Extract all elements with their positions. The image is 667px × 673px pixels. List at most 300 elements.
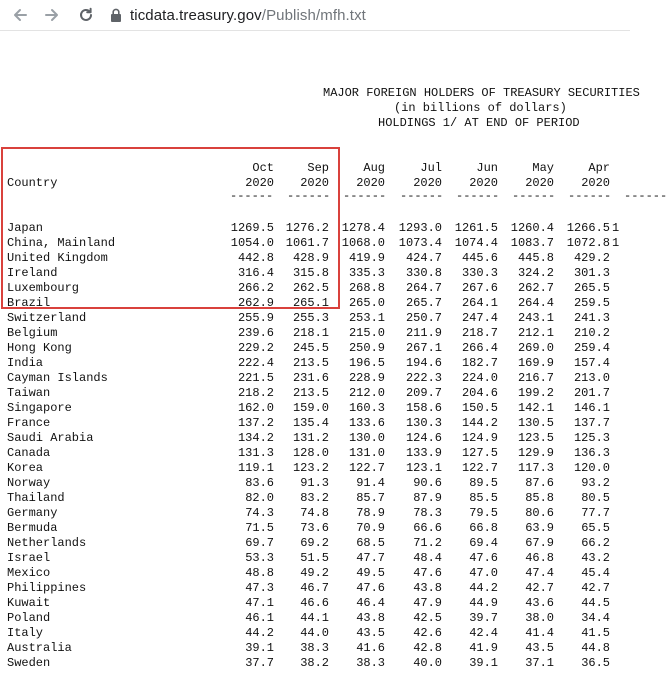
country-name: Philippines [7, 581, 87, 595]
table-row [0, 371, 630, 386]
holding-value: 264.7 [405, 281, 442, 295]
holding-value: 216.7 [517, 371, 554, 385]
holding-value: 133.6 [348, 416, 385, 430]
month-header: Apr [588, 161, 610, 175]
holding-value: 253.1 [348, 311, 385, 325]
clipped-value: 1 [612, 236, 620, 250]
holding-value: 419.9 [348, 251, 385, 265]
holding-value: 133.9 [405, 446, 442, 460]
holding-value: 134.2 [237, 431, 274, 445]
year-header: 2020 [300, 176, 329, 190]
holding-value: 265.7 [405, 296, 442, 310]
holding-value: 330.8 [405, 266, 442, 280]
holding-value: 269.0 [517, 341, 554, 355]
holding-value: 229.2 [237, 341, 274, 355]
year-header: 2020 [469, 176, 498, 190]
holding-value: 131.2 [292, 431, 329, 445]
holding-value: 218.2 [237, 386, 274, 400]
reload-icon[interactable] [74, 3, 98, 27]
forward-arrow-icon[interactable] [40, 3, 64, 27]
holding-value: 73.6 [300, 521, 329, 535]
clipped-value: 1 [612, 221, 620, 235]
holding-value: 135.4 [292, 416, 329, 430]
holding-value: 41.4 [525, 626, 554, 640]
holding-value: 48.8 [245, 566, 274, 580]
holding-value: 264.4 [517, 296, 554, 310]
table-row [0, 326, 630, 341]
table-row [0, 446, 630, 461]
holding-value: 87.6 [525, 476, 554, 490]
holding-value: 201.7 [573, 386, 610, 400]
report-title: MAJOR FOREIGN HOLDERS OF TREASURY SECURITIES [323, 86, 640, 100]
holding-value: 47.9 [413, 596, 442, 610]
holding-value: 47.1 [245, 596, 274, 610]
holding-value: 125.3 [573, 431, 610, 445]
country-name: Sweden [7, 656, 51, 670]
holding-value: 264.1 [461, 296, 498, 310]
table-row [0, 281, 630, 296]
table-row [0, 476, 630, 491]
holding-value: 83.6 [245, 476, 274, 490]
country-name: Bermuda [7, 521, 58, 535]
holding-value: 136.3 [573, 446, 610, 460]
holding-value: 128.0 [292, 446, 329, 460]
holding-value: 85.5 [469, 491, 498, 505]
holding-value: 67.9 [525, 536, 554, 550]
country-name: Saudi Arabia [7, 431, 94, 445]
holding-value: 38.2 [300, 656, 329, 670]
table-row [0, 236, 630, 251]
holding-value: 78.9 [356, 506, 385, 520]
country-name: India [7, 356, 44, 370]
holding-value: 119.1 [237, 461, 274, 475]
country-name: Cayman Islands [7, 371, 108, 385]
holding-value: 43.5 [356, 626, 385, 640]
holding-value: 69.7 [245, 536, 274, 550]
country-name: Norway [7, 476, 51, 490]
month-header: Sep [307, 161, 329, 175]
holding-value: 44.2 [245, 626, 274, 640]
table-row [0, 656, 630, 671]
country-name: Korea [7, 461, 44, 475]
holding-value: 83.2 [300, 491, 329, 505]
holding-value: 47.0 [469, 566, 498, 580]
header-underline: ------ [343, 189, 387, 203]
holding-value: 49.5 [356, 566, 385, 580]
holding-value: 42.7 [525, 581, 554, 595]
holding-value: 87.9 [413, 491, 442, 505]
header-underline: ------ [568, 189, 612, 203]
holding-value: 129.9 [517, 446, 554, 460]
holding-value: 80.6 [525, 506, 554, 520]
table-row [0, 506, 630, 521]
holding-value: 63.9 [525, 521, 554, 535]
holding-value: 90.6 [413, 476, 442, 490]
holding-value: 41.9 [469, 641, 498, 655]
table-row [0, 296, 630, 311]
holding-value: 158.6 [405, 401, 442, 415]
country-name: France [7, 416, 51, 430]
holding-value: 47.6 [469, 551, 498, 565]
holding-value: 46.4 [356, 596, 385, 610]
country-name: Brazil [7, 296, 51, 310]
holding-value: 213.5 [292, 356, 329, 370]
holding-value: 71.5 [245, 521, 274, 535]
holding-value: 120.0 [573, 461, 610, 475]
country-name: Singapore [7, 401, 72, 415]
holding-value: 255.9 [237, 311, 274, 325]
holding-value: 130.5 [517, 416, 554, 430]
holding-value: 182.7 [461, 356, 498, 370]
holding-value: 265.0 [348, 296, 385, 310]
holding-value: 42.4 [469, 626, 498, 640]
holding-value: 68.5 [356, 536, 385, 550]
holding-value: 250.9 [348, 341, 385, 355]
holding-value: 316.4 [237, 266, 274, 280]
holding-value: 38.3 [300, 641, 329, 655]
holding-value: 47.4 [525, 566, 554, 580]
table-row [0, 221, 630, 236]
holding-value: 69.4 [469, 536, 498, 550]
holding-value: 424.7 [405, 251, 442, 265]
table-row [0, 266, 630, 281]
holding-value: 44.9 [469, 596, 498, 610]
holding-value: 71.2 [413, 536, 442, 550]
holding-value: 122.7 [348, 461, 385, 475]
holding-value: 46.8 [525, 551, 554, 565]
holding-value: 250.7 [405, 311, 442, 325]
url-host: ticdata.treasury.gov [130, 6, 262, 24]
holding-value: 137.7 [573, 416, 610, 430]
holding-value: 157.4 [573, 356, 610, 370]
holding-value: 39.1 [469, 656, 498, 670]
holding-value: 222.3 [405, 371, 442, 385]
holding-value: 46.1 [245, 611, 274, 625]
holding-value: 137.2 [237, 416, 274, 430]
holding-value: 199.2 [517, 386, 554, 400]
holding-value: 34.4 [581, 611, 610, 625]
holding-value: 196.5 [348, 356, 385, 370]
holding-value: 41.5 [581, 626, 610, 640]
holding-value: 1261.5 [454, 221, 498, 235]
holding-value: 265.1 [292, 296, 329, 310]
year-header: 2020 [581, 176, 610, 190]
holding-value: 1061.7 [285, 236, 329, 250]
browser-toolbar [0, 0, 630, 31]
holding-value: 213.5 [292, 386, 329, 400]
country-name: Poland [7, 611, 51, 625]
holding-value: 429.2 [573, 251, 610, 265]
holding-value: 43.8 [356, 611, 385, 625]
table-row [0, 521, 630, 536]
holding-value: 212.1 [517, 326, 554, 340]
holding-value: 37.1 [525, 656, 554, 670]
country-name: Ireland [7, 266, 58, 280]
holding-value: 194.6 [405, 356, 442, 370]
holding-value: 49.2 [300, 566, 329, 580]
holding-value: 38.3 [356, 656, 385, 670]
url-path: /Publish/mfh.txt [261, 6, 366, 24]
holding-value: 209.7 [405, 386, 442, 400]
country-name: Switzerland [7, 311, 87, 325]
holding-value: 159.0 [292, 401, 329, 415]
holding-value: 1266.5 [566, 221, 610, 235]
table-row [0, 641, 630, 656]
header-underline: ------ [287, 189, 331, 203]
holding-value: 210.2 [573, 326, 610, 340]
holding-value: 66.2 [581, 536, 610, 550]
holding-value: 150.5 [461, 401, 498, 415]
header-underline-row [0, 189, 667, 204]
table-row [0, 566, 630, 581]
holding-value: 218.1 [292, 326, 329, 340]
holding-value: 77.7 [581, 506, 610, 520]
month-header: May [532, 161, 554, 175]
year-header: 2020 [356, 176, 385, 190]
text-document [0, 30, 667, 673]
country-name: China, Mainland [7, 236, 116, 250]
table-row [0, 551, 630, 566]
holding-value: 212.0 [348, 386, 385, 400]
holding-value: 47.6 [356, 581, 385, 595]
holding-value: 40.0 [413, 656, 442, 670]
holding-value: 47.3 [245, 581, 274, 595]
country-name: Japan [7, 221, 44, 235]
holding-value: 169.9 [517, 356, 554, 370]
holding-value: 162.0 [237, 401, 274, 415]
holding-value: 445.6 [461, 251, 498, 265]
holding-value: 43.6 [525, 596, 554, 610]
holding-value: 215.0 [348, 326, 385, 340]
table-row [0, 581, 630, 596]
holding-value: 231.6 [292, 371, 329, 385]
holding-value: 445.8 [517, 251, 554, 265]
holding-value: 74.8 [300, 506, 329, 520]
report-period-line: HOLDINGS 1/ AT END OF PERIOD [378, 116, 580, 130]
holding-value: 44.0 [300, 626, 329, 640]
holding-value: 1072.8 [566, 236, 610, 250]
holding-value: 268.8 [348, 281, 385, 295]
month-header: Aug [363, 161, 385, 175]
holding-value: 85.7 [356, 491, 385, 505]
holding-value: 1260.4 [510, 221, 554, 235]
country-name: Netherlands [7, 536, 87, 550]
holding-value: 245.5 [292, 341, 329, 355]
holding-value: 204.6 [461, 386, 498, 400]
holding-value: 239.6 [237, 326, 274, 340]
holding-value: 1293.0 [398, 221, 442, 235]
holding-value: 36.5 [581, 656, 610, 670]
holding-value: 265.5 [573, 281, 610, 295]
table-row [0, 536, 630, 551]
holding-value: 44.1 [300, 611, 329, 625]
holding-value: 91.4 [356, 476, 385, 490]
holding-value: 213.0 [573, 371, 610, 385]
table-row [0, 611, 630, 626]
month-header: Oct [252, 161, 274, 175]
holding-value: 79.5 [469, 506, 498, 520]
holding-value: 144.2 [461, 416, 498, 430]
holding-value: 1083.7 [510, 236, 554, 250]
holding-value: 91.3 [300, 476, 329, 490]
holding-value: 124.6 [405, 431, 442, 445]
holding-value: 123.2 [292, 461, 329, 475]
holding-value: 117.3 [517, 461, 554, 475]
holding-value: 218.7 [461, 326, 498, 340]
holding-value: 243.1 [517, 311, 554, 325]
holding-value: 44.2 [469, 581, 498, 595]
table-row [0, 386, 630, 401]
holding-value: 123.1 [405, 461, 442, 475]
holding-value: 66.6 [413, 521, 442, 535]
holding-value: 43.2 [581, 551, 610, 565]
holding-value: 66.8 [469, 521, 498, 535]
country-name: Mexico [7, 566, 51, 580]
holding-value: 160.3 [348, 401, 385, 415]
holding-value: 221.5 [237, 371, 274, 385]
lock-icon[interactable] [110, 7, 124, 23]
country-name: Israel [7, 551, 51, 565]
holding-value: 267.1 [405, 341, 442, 355]
holding-value: 442.8 [237, 251, 274, 265]
holding-value: 146.1 [573, 401, 610, 415]
country-name: Kuwait [7, 596, 51, 610]
table-row [0, 596, 630, 611]
holding-value: 51.5 [300, 551, 329, 565]
holding-value: 1278.4 [341, 221, 385, 235]
holding-value: 42.8 [413, 641, 442, 655]
holding-value: 247.4 [461, 311, 498, 325]
holding-value: 46.7 [300, 581, 329, 595]
holding-value: 78.3 [413, 506, 442, 520]
holding-value: 1073.4 [398, 236, 442, 250]
country-column-header: Country [7, 176, 58, 190]
holding-value: 48.4 [413, 551, 442, 565]
back-arrow-icon[interactable] [8, 3, 32, 27]
holding-value: 44.8 [581, 641, 610, 655]
holding-value: 44.5 [581, 596, 610, 610]
holding-value: 82.0 [245, 491, 274, 505]
holding-value: 266.4 [461, 341, 498, 355]
address-bar[interactable] [110, 1, 630, 29]
holding-value: 266.2 [237, 281, 274, 295]
table-row [0, 401, 630, 416]
header-underline: ------ [456, 189, 500, 203]
holding-value: 69.2 [300, 536, 329, 550]
header-underline: ------ [230, 189, 274, 203]
holding-value: 37.7 [245, 656, 274, 670]
holding-value: 428.9 [292, 251, 329, 265]
table-row [0, 356, 630, 371]
table-row [0, 491, 630, 506]
country-name: Italy [7, 626, 44, 640]
header-underline: ------ [624, 189, 667, 203]
year-header: 2020 [525, 176, 554, 190]
country-name: Canada [7, 446, 51, 460]
holding-value: 301.3 [573, 266, 610, 280]
holding-value: 1276.2 [285, 221, 329, 235]
holding-value: 262.7 [517, 281, 554, 295]
country-name: Australia [7, 641, 72, 655]
table-row [0, 461, 630, 476]
holding-value: 211.9 [405, 326, 442, 340]
month-header-row [0, 161, 630, 176]
holding-value: 42.6 [413, 626, 442, 640]
holding-value: 38.0 [525, 611, 554, 625]
holding-value: 80.5 [581, 491, 610, 505]
holding-value: 228.9 [348, 371, 385, 385]
table-row [0, 311, 630, 326]
holding-value: 39.7 [469, 611, 498, 625]
holding-value: 130.0 [348, 431, 385, 445]
holding-value: 222.4 [237, 356, 274, 370]
holding-value: 89.5 [469, 476, 498, 490]
year-header: 2020 [245, 176, 274, 190]
holding-value: 123.5 [517, 431, 554, 445]
holding-value: 315.8 [292, 266, 329, 280]
holding-value: 65.5 [581, 521, 610, 535]
holding-value: 131.0 [348, 446, 385, 460]
country-name: Taiwan [7, 386, 51, 400]
table-row [0, 416, 630, 431]
holding-value: 262.5 [292, 281, 329, 295]
holding-value: 324.2 [517, 266, 554, 280]
year-header: 2020 [413, 176, 442, 190]
holding-value: 70.9 [356, 521, 385, 535]
country-name: Germany [7, 506, 58, 520]
holding-value: 262.9 [237, 296, 274, 310]
holding-value: 1054.0 [230, 236, 274, 250]
holding-value: 330.3 [461, 266, 498, 280]
header-underline: ------ [400, 189, 444, 203]
holding-value: 47.7 [356, 551, 385, 565]
country-name: Belgium [7, 326, 58, 340]
holding-value: 41.6 [356, 641, 385, 655]
holding-value: 53.3 [245, 551, 274, 565]
month-header: Jul [420, 161, 442, 175]
holding-value: 1068.0 [341, 236, 385, 250]
holding-value: 130.3 [405, 416, 442, 430]
holding-value: 42.7 [581, 581, 610, 595]
holding-value: 224.0 [461, 371, 498, 385]
holding-value: 43.8 [413, 581, 442, 595]
country-name: Luxembourg [7, 281, 80, 295]
report-subtitle: (in billions of dollars) [394, 101, 567, 115]
holding-value: 45.4 [581, 566, 610, 580]
holding-value: 39.1 [245, 641, 274, 655]
holding-value: 131.3 [237, 446, 274, 460]
table-row [0, 626, 630, 641]
country-name: United Kingdom [7, 251, 108, 265]
holding-value: 1074.4 [454, 236, 498, 250]
holding-value: 74.3 [245, 506, 274, 520]
holding-value: 259.4 [573, 341, 610, 355]
country-name: Hong Kong [7, 341, 72, 355]
holding-value: 43.5 [525, 641, 554, 655]
holding-value: 142.1 [517, 401, 554, 415]
country-name: Thailand [7, 491, 65, 505]
holding-value: 46.6 [300, 596, 329, 610]
holding-value: 259.5 [573, 296, 610, 310]
table-row [0, 341, 630, 356]
holding-value: 241.3 [573, 311, 610, 325]
month-header: Jun [476, 161, 498, 175]
holding-value: 267.6 [461, 281, 498, 295]
holding-value: 335.3 [348, 266, 385, 280]
holding-value: 85.8 [525, 491, 554, 505]
header-underline: ------ [512, 189, 556, 203]
url-text[interactable] [130, 7, 366, 24]
